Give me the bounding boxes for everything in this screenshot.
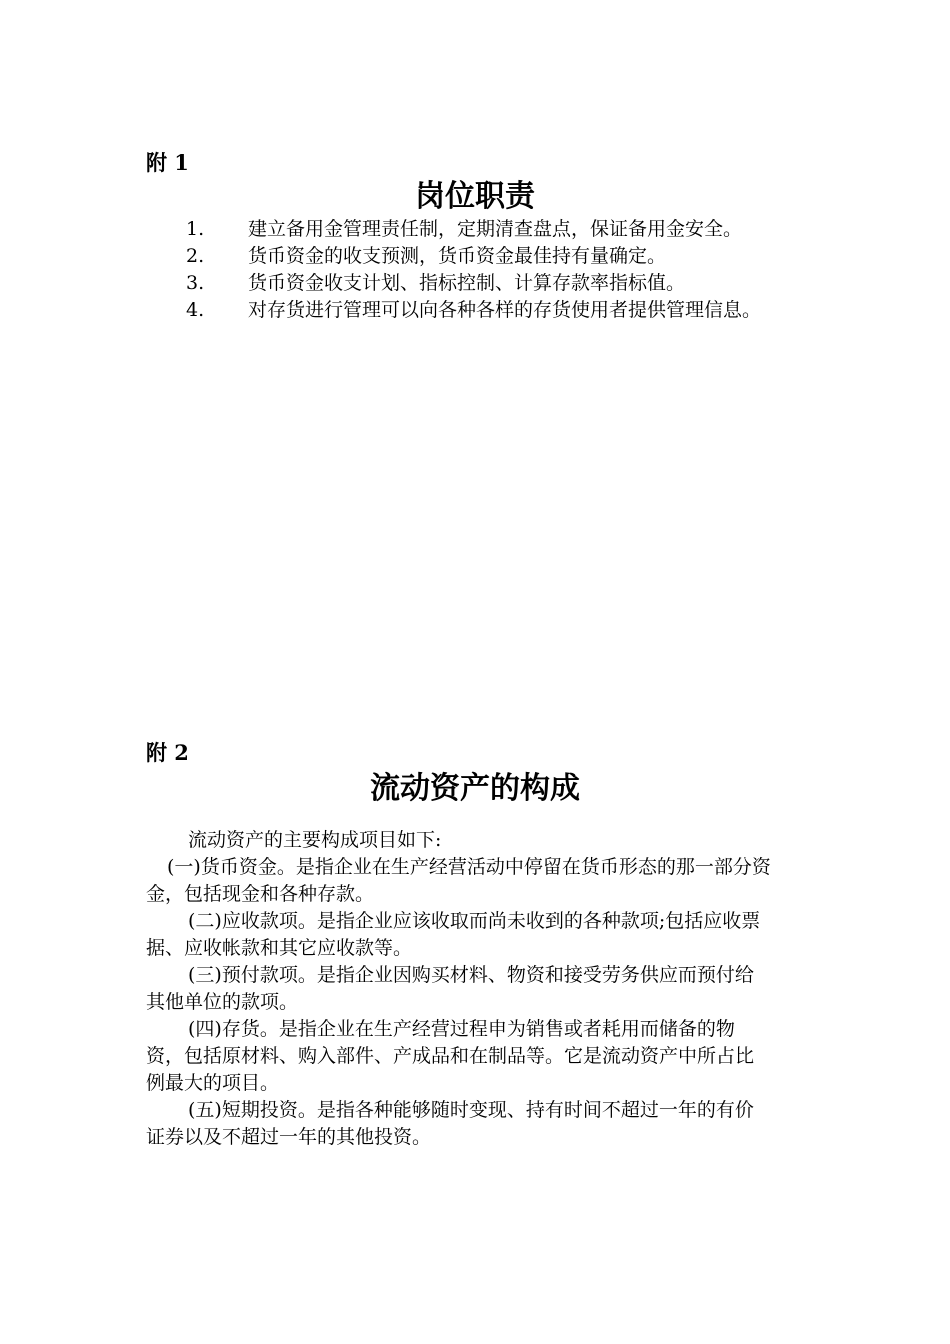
appendix-1-title: 岗位职责 xyxy=(415,179,535,214)
list-item-text: 建立备用金管理责任制，定期清查盘点，保证备用金安全。 xyxy=(248,218,743,240)
duties-list xyxy=(186,216,826,324)
paragraph: (一)货币资金。是指企业在生产经营活动中停留在货币形态的那一部分资金，包括现金和各种存款。 xyxy=(146,856,771,905)
paragraph: (四)存货。是指企业在生产经营过程申为销售或者耗用而储备的物资，包括原材料、购入部件、产成品和在制品等。它是流动资产中所占比例最大的项目。 xyxy=(146,1018,755,1094)
appendix-2-body xyxy=(146,827,771,1151)
appendix-2-label: 附 2 xyxy=(146,740,189,765)
list-item xyxy=(186,216,826,243)
list-item xyxy=(186,243,826,270)
paragraph: (五)短期投资。是指各种能够随时变现、持有时间不超过一年的有价证券以及不超过一年的其他投资。 xyxy=(146,1099,754,1148)
appendix-1-label: 附 1 xyxy=(146,150,189,175)
list-item-number: 4. xyxy=(186,299,205,321)
list-item-number: 3. xyxy=(186,272,205,294)
list-item-number: 1. xyxy=(186,218,205,240)
intro-paragraph: 流动资产的主要构成项目如下: xyxy=(188,829,442,851)
list-item-text: 货币资金收支计划、指标控制、计算存款率指标值。 xyxy=(248,272,686,294)
list-item xyxy=(186,297,826,324)
appendix-2-title: 流动资产的构成 xyxy=(370,771,580,806)
paragraph: (三)预付款项。是指企业因购买材料、物资和接受劳务供应而预付给其他单位的款项。 xyxy=(146,964,754,1013)
list-item-text: 货币资金的收支预测，货币资金最佳持有量确定。 xyxy=(248,245,667,267)
list-item xyxy=(186,270,826,297)
list-item-number: 2. xyxy=(186,245,205,267)
list-item-text: 对存货进行管理可以向各种各样的存货使用者提供管理信息。 xyxy=(248,299,762,321)
paragraph: (二)应收款项。是指企业应该收取而尚未收到的各种款项;包括应收票据、应收帐款和其它应收款等。 xyxy=(146,910,761,959)
